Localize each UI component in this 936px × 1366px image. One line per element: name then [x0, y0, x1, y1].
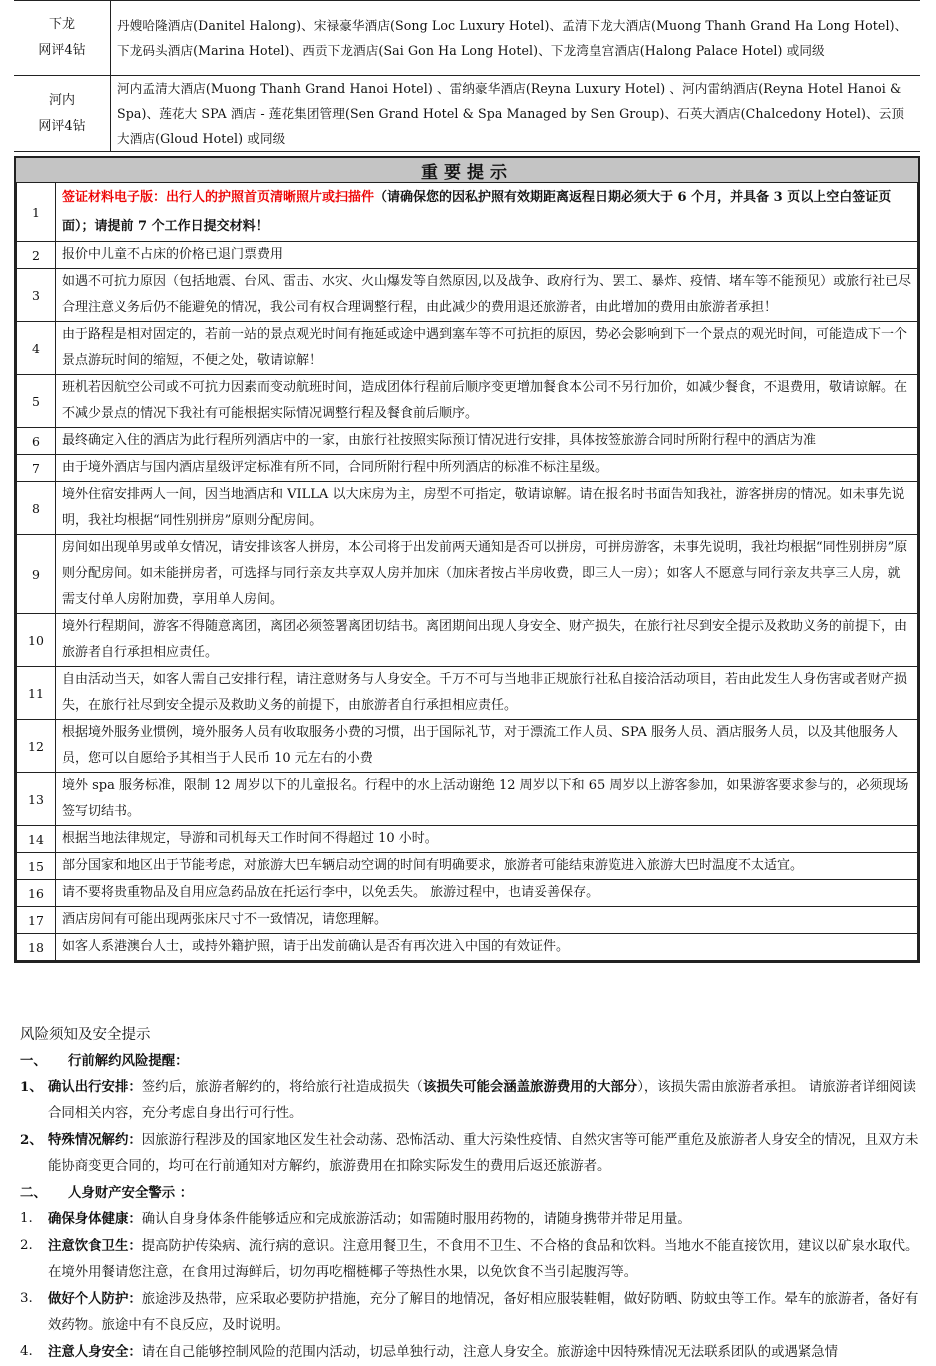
notice-num: 15	[17, 853, 56, 880]
notice-row	[17, 826, 918, 853]
notice-title: 重要提示	[16, 158, 918, 183]
sec2-title: 人身财产安全警示 ：	[68, 1185, 194, 1201]
document	[14, 0, 920, 963]
item-text	[48, 1339, 838, 1366]
sec1-label: 一、	[20, 1053, 47, 1069]
city-name: 下龙	[48, 17, 75, 32]
hotel-row	[14, 76, 920, 152]
notice-row	[17, 375, 918, 428]
sec2-label: 二、	[20, 1185, 47, 1201]
notice-red-text: 签证材料电子版：出行人的护照首页清晰照片或扫描件	[62, 190, 375, 205]
notice-text: 根据境外服务业惯例，境外服务人员有收取服务小费的习惯，出于国际礼节，对于漂流工作人员、SPA 服务人员、酒店服务人员，以及其他服务人员，您可以自愿给予其相当于人民币 10 元左右的小费	[56, 720, 918, 773]
item-body: 提高防护传染病、流行病的意识。注意用餐卫生，不食用不卫生、不合格的食品和饮料。当地水不能直接饮用，建议以矿泉水取代。在境外用餐请您注意，在食用过海鲜后，切勿再吃榴梿椰子等热性水果，以免饮食不当引起腹泻等。	[48, 1239, 919, 1280]
notice-text: 境外住宿安排两人一间，因当地酒店和 VILLA 以大床房为主，房型不可指定，敬请谅解。请在报名时书面告知我社，游客拼房的情况。如未事先说明，我社均根据“同性别拼房”原则分配房间。	[56, 482, 918, 535]
risk-item	[20, 1233, 920, 1286]
notice-row	[17, 269, 918, 322]
notice-num: 9	[17, 535, 56, 614]
risk-title: 风险须知及安全提示	[20, 1027, 151, 1043]
risk-sec2-heading	[20, 1180, 920, 1206]
notice-row	[17, 322, 918, 375]
item-body: 确认自身身体条件能够适应和完成旅游活动；如需随时服用药物的，请随身携带并带足用量。	[141, 1212, 691, 1227]
item-bold: 特殊情况解约：	[48, 1132, 142, 1148]
notice-text: 境外 spa 服务标准，限制 12 周岁以下的儿童报名。行程中的水上活动谢绝 12 周岁以下和 65 周岁以上游客参加，如果游客要求参与的，必须现场签写切结书。	[56, 773, 918, 826]
item-body: 因旅游行程涉及的国家地区发生社会动荡、恐怖活动、重大污染性疫情、自然灾害等可能严重危及旅游者人身安全的情况，且双方未能协商变更合同的，均可在行前通知对方解约，旅游费用在扣除实际发生的费用后返还旅游者。	[48, 1133, 919, 1174]
risk-item	[20, 1286, 920, 1339]
notice-row	[17, 482, 918, 535]
notice-row	[17, 535, 918, 614]
item-text	[48, 1074, 920, 1127]
notice-num: 7	[17, 455, 56, 482]
notice-num: 12	[17, 720, 56, 773]
item-bold: 注意饮食卫生：	[48, 1238, 142, 1254]
notice-row	[17, 880, 918, 907]
notice-num: 17	[17, 907, 56, 934]
hotel-row	[14, 1, 920, 76]
notice-row	[17, 183, 918, 242]
item-bold: 确保身体健康：	[48, 1211, 142, 1227]
item-text	[48, 1127, 920, 1180]
notice-num: 14	[17, 826, 56, 853]
hotel-list: 河内孟清大酒店(Muong Thanh Grand Hanoi Hotel) 、雷纳豪华酒店(Reyna Luxury Hotel) 、河内雷纳酒店(Reyna Hotel Hanoi & Spa)、莲花大 SPA 酒店 - 莲花集团管理(Sen Grand Hotel & Spa Managed by Sen Group)、石英大酒店(Chalcedony Hotel)、云顶大酒店(Gloud Hotel) 或同级	[111, 76, 921, 152]
risk-sec1-heading	[20, 1048, 920, 1074]
notice-num: 5	[17, 375, 56, 428]
notice-box	[14, 156, 920, 963]
item-num: 1.	[20, 1211, 33, 1226]
notice-text: 境外行程期间，游客不得随意离团，离团必须签署离团切结书。离团期间出现人身安全、财产损失，在旅行社尽到安全提示及救助义务的前提下，由旅游者自行承担相应责任。	[56, 614, 918, 667]
item-bold2: 该损失可能会涵盖旅游费用的大部分	[422, 1079, 638, 1095]
notice-text: 由于境外酒店与国内酒店星级评定标准有所不同，合同所附行程中所列酒店的标准不标注星级。	[56, 455, 918, 482]
city-name: 河内	[48, 92, 75, 108]
notice-row	[17, 667, 918, 720]
notice-num: 13	[17, 773, 56, 826]
notice-text	[56, 183, 918, 242]
notice-text: 由于路程是相对固定的，若前一站的景点观光时间有拖延或途中遇到塞车等不可抗拒的原因，势必会影响到下一个景点的观光时间，可能造成下一个景点游玩时间的缩短，不便之处，敬请谅解！	[56, 322, 918, 375]
notice-text: 报价中儿童不占床的价格已退门票费用	[56, 242, 918, 269]
notice-text: 部分国家和地区出于节能考虑，对旅游大巴车辆启动空调的时间有明确要求，旅游者可能结束游览进入旅游大巴时温度不太适宜。	[56, 853, 918, 880]
notice-num: 2	[17, 242, 56, 269]
item-body2: ），该损失需由旅游者承担。 请旅游者详细阅读合同相关内容，充分考虑自身出行可行性。	[48, 1080, 916, 1121]
hotel-list: 丹嫂哈隆酒店(Danitel Halong)、宋禄豪华酒店(Song Loc Luxury Hotel)、孟清下龙大酒店(Muong Thanh Grand Ha Long Hotel)、下龙码头酒店(Marina Hotel)、西贡下龙酒店(Sai Gon Ha Long Hotel)、下龙湾皇宫酒店(Halong Palace Hotel) 或同级	[111, 1, 921, 76]
notice-row	[17, 907, 918, 934]
notice-text: 请不要将贵重物品及自用应急药品放在托运行李中，以免丢失。 旅游过程中，也请妥善保存。	[56, 880, 918, 907]
sec1-title: 行前解约风险提醒：	[68, 1053, 189, 1069]
item-bold: 注意人身安全：	[48, 1344, 142, 1360]
notice-row	[17, 242, 918, 269]
risk-item	[20, 1206, 920, 1233]
item-body: 签约后，旅游者解约的，将给旅行社造成损失（	[141, 1080, 423, 1095]
notice-num: 4	[17, 322, 56, 375]
notice-text: 自由活动当天，如客人需自己安排行程，请注意财务与人身安全。千万不可与当地非正规旅行社私自接洽活动项目，若由此发生人身伤害或者财产损失，在旅行社尽到安全提示及救助义务的前提下，由旅游者自行承担相应责任。	[56, 667, 918, 720]
notice-text: 如遇不可抗力原因（包括地震、台风、雷击、水灾、火山爆发等自然原因,以及战争、政府行为、罢工、暴炸、疫情、堵车等不能预见）或旅行社已尽合理注意义务后仍不能避免的情况，我公司有权合理调整行程，由此减少的费用退还旅游者，由此增加的费用由旅游者承担！	[56, 269, 918, 322]
city-rating: 网评4钻	[38, 118, 86, 134]
notice-text: 如客人系港澳台人士，或持外籍护照，请于出发前确认是否有再次进入中国的有效证件。	[56, 934, 918, 961]
notice-row	[17, 934, 918, 961]
notice-text: 班机若因航空公司或不可抗力因素而变动航班时间，造成团体行程前后顺序变更增加餐食本公司不另行加价，如减少餐食，不退费用，敬请谅解。在不减少景点的情况下我社有可能根据实际情况调整行程及餐食前后顺序。	[56, 375, 918, 428]
notice-table	[16, 183, 918, 961]
notice-num: 18	[17, 934, 56, 961]
city-rating: 网评4钻	[38, 43, 86, 58]
notice-text: 房间如出现单男或单女情况，请安排该客人拼房，本公司将于出发前两天通知是否可以拼房，可拼房游客，未事先说明，我社均根据“同性别拼房”原则分配房间。如未能拼房者，可选择与同行亲友共享双人房并加床（加床者按占半房收费，即三人一房）；如客人不愿意与同行亲友共享三人房，就需支付单人房附加费，享用单人房间。	[56, 535, 918, 614]
notice-num: 16	[17, 880, 56, 907]
notice-num: 1	[17, 183, 56, 242]
item-body: 旅途涉及热带，应采取必要防护措施，充分了解目的地情况，备好相应服装鞋帽，做好防晒、防蚊虫等工作。晕车的旅游者，备好有效药物。旅途中有不良反应，及时说明。	[48, 1292, 919, 1333]
notice-num: 8	[17, 482, 56, 535]
notice-num: 10	[17, 614, 56, 667]
notice-text: 酒店房间有可能出现两张床尺寸不一致情况，请您理解。	[56, 907, 918, 934]
notice-row	[17, 773, 918, 826]
notice-num: 11	[17, 667, 56, 720]
notice-text: 最终确定入住的酒店为此行程所列酒店中的一家，由旅行社按照实际预订情况进行安排，具体按签旅游合同时所附行程中的酒店为准	[56, 428, 918, 455]
hotel-city	[14, 76, 111, 152]
item-num: 2、	[20, 1132, 43, 1148]
notice-row	[17, 455, 918, 482]
item-text	[48, 1233, 920, 1286]
item-bold: 确认出行安排：	[48, 1079, 142, 1095]
notice-row	[17, 614, 918, 667]
notice-row	[17, 853, 918, 880]
hotel-city	[14, 1, 111, 76]
notice-row	[17, 720, 918, 773]
risk-item	[20, 1127, 920, 1180]
notice-row	[17, 428, 918, 455]
item-num: 3.	[20, 1291, 33, 1306]
risk-section	[20, 1022, 920, 1366]
notice-text: 根据当地法律规定，导游和司机每天工作时间不得超过 10 小时。	[56, 826, 918, 853]
item-num: 4.	[20, 1344, 33, 1359]
notice-bold-text: （请确保您的因私护照有效期距离返程日期必须大于 6 个月，并具备 3 页以上空白签证页面）；请提前 7 个工作日提交材料！	[62, 190, 892, 234]
item-text	[48, 1286, 920, 1339]
hotel-table	[14, 0, 920, 152]
item-bold: 做好个人防护：	[48, 1291, 142, 1307]
notice-num: 3	[17, 269, 56, 322]
item-num: 2.	[20, 1238, 33, 1253]
item-body: 请在自己能够控制风险的范围内活动，切忌单独行动，注意人身安全。旅游途中因特殊情况无法联系团队的或遇紧急情	[141, 1345, 839, 1360]
risk-item	[20, 1074, 920, 1127]
item-num: 1、	[20, 1079, 43, 1095]
item-text	[48, 1206, 691, 1233]
risk-item	[20, 1339, 920, 1366]
notice-num: 6	[17, 428, 56, 455]
